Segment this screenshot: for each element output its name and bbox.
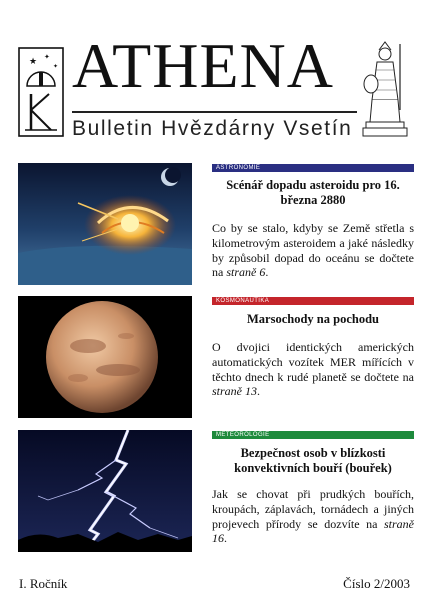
teaser-end: . [257,384,260,399]
volume-label: I. Ročník [19,576,68,591]
page-reference: straně 16 [212,516,414,546]
article-headline: Marsochody na pochodu [247,312,379,326]
bulletin-title: ATHENA [72,30,334,101]
page-reference: straně 13 [212,384,257,399]
article-teaser [212,340,414,399]
teaser-text: Co by se stalo, kdyby se Země střetla s kilometrovým asteroidem a jaké následky by způsobil dopad do oceánu se dočtete na [212,221,414,280]
article-headline: Scénář dopadu asteroidu pro 16. března 2880 [226,178,400,207]
page-reference: straně 6 [226,265,266,280]
teaser-text: Jak se chovat při prudkých bouřích, kroupách, záplavách, tornádech a jiných projevech přírody se dozvíte na [212,487,414,531]
mars-planet-image [18,296,192,418]
bulletin-subtitle: Bulletin Hvězdárny Vsetín [72,117,353,140]
category-label: ASTRONOMIE [216,165,261,171]
svg-text:★: ★ [29,56,38,66]
svg-text:✦: ✦ [44,53,50,61]
teaser-end: . [265,265,269,280]
issue-number: Číslo 2/2003 [343,576,410,591]
observatory-logo-icon [17,46,65,138]
article-headline: Bezpečnost osob v blízkosti konvektivních bouří (bouřek) [234,446,392,475]
teaser-end: . [224,531,227,546]
teaser-text: O dvojici identických amerických automatických vozítek MER mířících v těchto dnech k rudé planetě se dočtete na [212,340,414,384]
article-teaser [212,487,414,546]
svg-text:✦: ✦ [53,64,59,70]
athena-statue-icon [360,40,410,140]
category-bar-cosmonautics [212,297,414,305]
lightning-storm-image [18,430,192,552]
asteroid-impact-image [18,163,192,285]
title-divider [72,111,357,113]
category-label: METEOROLOGIE [216,432,270,438]
category-bar-meteorology [212,431,414,439]
category-label: KOSMONAUTIKA [216,298,270,304]
article-teaser [212,221,414,280]
category-bar-astronomy [212,164,414,172]
